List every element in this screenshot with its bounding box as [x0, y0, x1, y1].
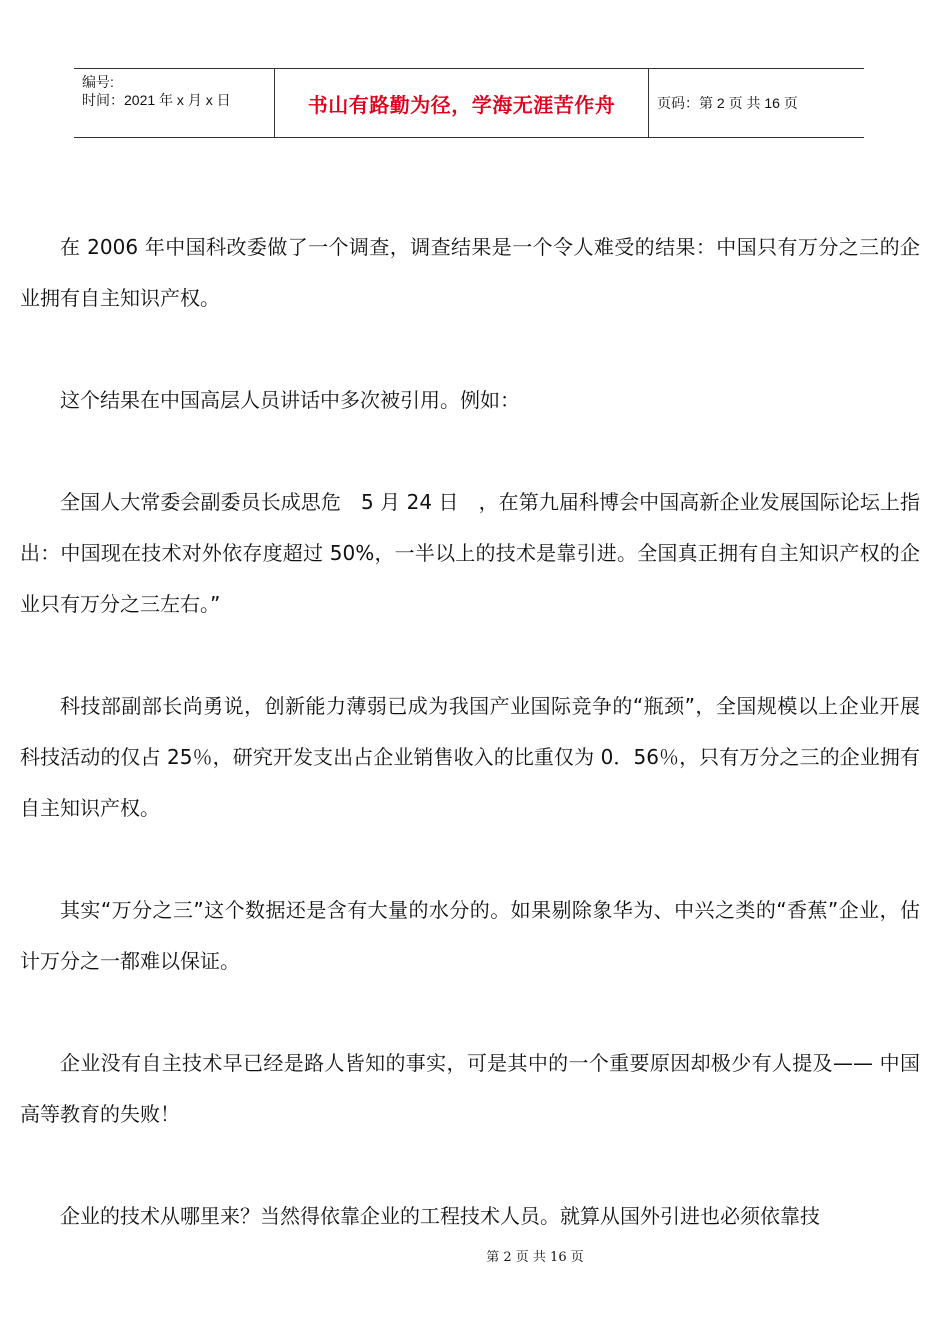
page-label: 页码：第 2 页 共 16 页 [657, 95, 798, 111]
header-page-cell [649, 69, 864, 137]
paragraph: 科技部副部长尚勇说，创新能力薄弱已成为我国产业国际竞争的“瓶颈”，全国规模以上企业开展科技活动的仅占 25％，研究开发支出占企业销售收入的比重仅为 0．56％，只有万分之三的企业拥有自主知识产权。 [20, 694, 920, 820]
paragraph: 在 2006 年中国科改委做了一个调查，调查结果是一个令人难受的结果：中国只有万分之三的企业拥有自主知识产权。 [20, 235, 920, 310]
body-content [20, 222, 920, 1293]
number-label: 编号: [82, 74, 114, 90]
paragraph: 企业的技术从哪里来？当然得依靠企业的工程技术人员。就算从国外引进也必须依靠技 [60, 1204, 820, 1228]
motto-text: 书山有路勤为径，学海无涯苦作舟 [307, 92, 616, 117]
time-label: 时间：2021 年 x 月 x 日 [82, 92, 231, 108]
paragraph: 全国人大常委会副委员长成思危 5 月 24 日 ，在第九届科博会中国高新企业发展国际论坛上指出：中国现在技术对外依存度超过 50%，一半以上的技术是靠引进。全国真正拥有自主知识产权的企业只有万分之三左右。” [20, 490, 920, 616]
header-table [74, 68, 864, 138]
header-meta-cell [74, 69, 275, 137]
paragraph: 其实“万分之三”这个数据还是含有大量的水分的。如果剔除象华为、中兴之类的“香蕉”企业，估计万分之一都难以保证。 [20, 898, 920, 973]
header-motto-cell [275, 69, 649, 137]
paragraph: 这个结果在中国高层人员讲话中多次被引用。例如： [60, 388, 520, 412]
page-footer: 第 2 页 共 16 页 [486, 1250, 584, 1265]
paragraph: 企业没有自主技术早已经是路人皆知的事实，可是其中的一个重要原因却极少有人提及—— 中国高等教育的失败！ [20, 1051, 920, 1126]
